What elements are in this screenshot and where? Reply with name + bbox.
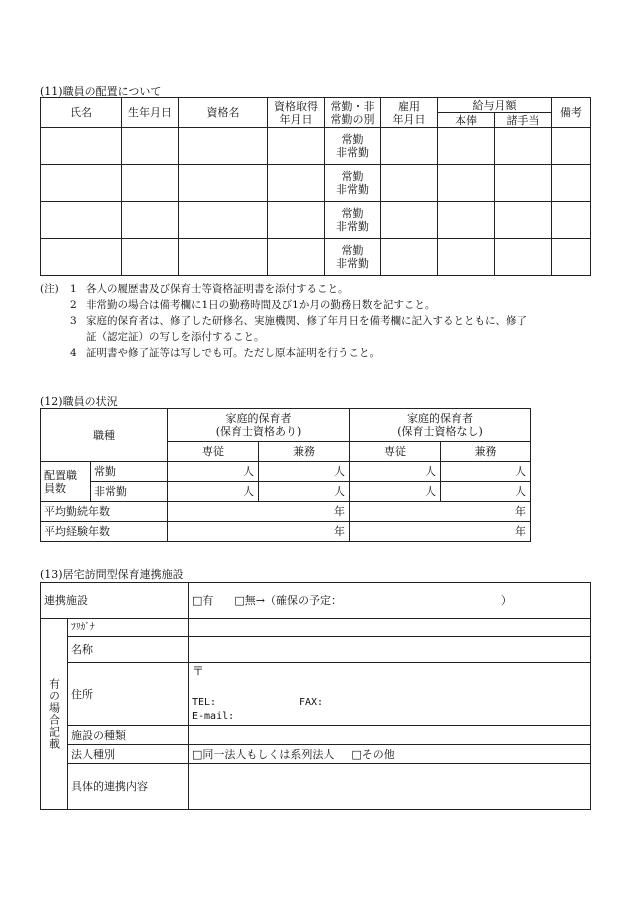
table-row [41,239,591,276]
note-text: 証（認定証）の写しを添付すること。 [86,331,265,343]
cell-parttime-concurrent-b[interactable]: 人 [441,482,531,502]
note-item [40,281,600,297]
field-facility-name[interactable] [189,637,591,663]
field-furigana[interactable] [189,619,591,637]
label-address: 住所 [68,663,189,726]
partner-facility-table [40,582,591,810]
contact-line [192,696,572,709]
cell-avg-experience-a[interactable]: 年 [168,522,350,542]
cell-name[interactable] [41,202,122,239]
option-parttime: 非常勤 [336,220,369,233]
header-fulltime-line2: 常勤の別 [330,112,375,126]
partner-options [189,583,591,619]
option-parttime: 非常勤 [336,257,369,270]
cell-fulltime-dedicated-b[interactable]: 人 [350,462,441,482]
cell-qualification[interactable] [179,165,268,202]
cell-remarks[interactable] [552,239,591,276]
section-13-title: (13)居宅訪問型保育連携施設 [40,568,184,581]
group-unqualified-line1: 家庭的保育者 [407,412,473,425]
option-fulltime: 常勤 [341,207,364,220]
cell-name[interactable] [41,128,122,165]
header-group-qualified [168,409,350,442]
label-fax: FAX: [299,697,324,708]
cell-fulltime-type[interactable] [325,202,381,239]
note-text: 非常勤の場合は備考欄に1日の勤務時間及び1か月の勤務日数を記すこと。 [86,299,436,311]
header-concurrent-a: 兼務 [259,442,350,462]
section-12-title: (12)職員の状況 [40,395,118,408]
cell-base-pay[interactable] [438,128,495,165]
cell-allowance[interactable] [495,128,552,165]
option-yes-checkbox[interactable]: □有 [192,594,214,607]
note-number: 1 [70,283,77,295]
option-fulltime: 常勤 [341,170,364,183]
notes-head: (注) [40,283,59,295]
label-corp-type: 法人種別 [68,745,189,764]
cell-birthdate[interactable] [122,128,179,165]
note-item [40,345,600,361]
cell-fulltime-type[interactable] [325,165,381,202]
cell-fulltime-type[interactable] [325,128,381,165]
cell-allowance[interactable] [495,239,552,276]
cell-parttime-dedicated-a[interactable]: 人 [168,482,259,502]
header-dedicated-b: 専従 [350,442,441,462]
field-cooperation-details[interactable] [189,764,591,810]
header-employment-date [381,98,438,128]
row-label-avg-experience: 平均経験年数 [41,522,168,542]
note-item [40,329,600,345]
cell-base-pay[interactable] [438,239,495,276]
cell-employment-date[interactable] [381,202,438,239]
label-facility-name: 名称 [68,637,189,663]
postal-mark: 〒 [192,664,205,678]
cell-parttime-concurrent-a[interactable]: 人 [259,482,350,502]
row-label-parttime: 非常勤 [91,482,168,502]
row-label-avg-service: 平均勤続年数 [41,502,168,522]
notes [40,281,600,361]
cell-fulltime-concurrent-b[interactable]: 人 [441,462,531,482]
corp-type-options [189,745,591,764]
note-text: 家庭的保育者は、修了した研修名、実施機関、修了年月日を備考欄に記入するとともに、修了 [86,315,527,327]
cell-name[interactable] [41,239,122,276]
cell-acquired-date[interactable] [268,128,325,165]
label-cooperation-details: 具体的連携内容 [68,764,189,810]
cell-birthdate[interactable] [122,202,179,239]
header-remarks: 備考 [552,98,591,128]
placement-line1: 配置職 [44,468,77,482]
cell-fulltime-concurrent-a[interactable]: 人 [259,462,350,482]
header-allowance: 諸手当 [495,113,552,128]
cell-avg-service-b[interactable]: 年 [350,502,531,522]
section-11-title: (11)職員の配置について [40,85,162,98]
header-group-unqualified [350,409,531,442]
header-qualification: 資格名 [179,98,268,128]
cell-employment-date[interactable] [381,239,438,276]
note-number: 2 [70,299,77,311]
header-acquired-date [268,98,325,128]
header-acquired-line2: 年月日 [279,112,313,126]
placement-count-label [41,462,91,502]
row-label-fulltime: 常勤 [91,462,168,482]
label-furigana: ﾌﾘｶﾞﾅ [68,619,189,637]
note-number [70,329,86,345]
header-job-type: 職種 [41,409,168,462]
group-unqualified-line2: (保育士資格なし) [397,425,483,438]
cell-fulltime-type[interactable] [325,239,381,276]
side-label-if-yes [41,619,68,810]
header-name: 氏名 [41,98,122,128]
table-row [41,165,591,202]
header-fulltime-line1: 常勤・非 [330,99,375,113]
option-other-corp-checkbox[interactable]: □その他 [351,747,395,761]
cell-remarks[interactable] [552,165,591,202]
cell-employment-date[interactable] [381,165,438,202]
cell-allowance[interactable] [495,202,552,239]
cell-parttime-dedicated-b[interactable]: 人 [350,482,441,502]
cell-acquired-date[interactable] [268,239,325,276]
cell-avg-experience-b[interactable]: 年 [350,522,531,542]
cell-base-pay[interactable] [438,165,495,202]
note-item [40,297,600,313]
note-text: 証明書や修了証等は写しでも可。ただし原本証明を行うこと。 [86,347,380,359]
option-same-corp-checkbox[interactable]: □同一法人もしくは系列法人 [192,747,335,761]
option-fulltime: 常勤 [341,133,364,146]
option-parttime: 非常勤 [336,146,369,159]
group-qualified-line2: (保育士資格あり) [215,425,302,438]
cell-employment-date[interactable] [381,128,438,165]
cell-allowance[interactable] [495,165,552,202]
header-concurrent-b: 兼務 [441,442,531,462]
side-label-text: 有の場合記載 [47,678,61,750]
label-facility-type: 施設の種類 [68,726,189,745]
label-tel: TEL: [192,697,217,708]
option-fulltime: 常勤 [341,244,364,257]
note-text: 各人の履歴書及び保育士等資格証明書を添付すること。 [86,283,349,295]
close-paren: ） [501,594,513,607]
cell-acquired-date[interactable] [268,202,325,239]
note-number: 3 [70,315,77,327]
header-dedicated-a: 専従 [168,442,259,462]
table-row [41,128,591,165]
note-item [40,313,600,329]
field-facility-type[interactable] [189,726,591,745]
placement-line2: 員数 [44,481,66,495]
header-employment-line1: 雇用 [398,99,420,113]
cell-birthdate[interactable] [122,239,179,276]
cell-remarks[interactable] [552,202,591,239]
header-base-pay: 本俸 [438,113,495,128]
header-acquired-line1: 資格取得 [274,99,318,113]
cell-name[interactable] [41,165,122,202]
cell-qualification[interactable] [179,239,268,276]
label-partner-facility: 連携施設 [41,583,189,619]
cell-fulltime-dedicated-a[interactable]: 人 [168,462,259,482]
label-email: E-mail: [192,711,235,722]
staff-placement-table [40,97,591,276]
cell-avg-service-a[interactable]: 年 [168,502,350,522]
header-salary: 給与月額 [438,98,552,113]
staff-status-table [40,408,531,542]
header-employment-line2: 年月日 [392,112,426,126]
cell-qualification[interactable] [179,202,268,239]
cell-birthdate[interactable] [122,165,179,202]
group-qualified-line1: 家庭的保育者 [225,412,292,425]
header-birthdate: 生年月日 [122,98,179,128]
cell-qualification[interactable] [179,128,268,165]
cell-acquired-date[interactable] [268,165,325,202]
cell-remarks[interactable] [552,128,591,165]
table-row [41,202,591,239]
note-number: 4 [70,347,77,359]
header-fulltime-type [325,98,381,128]
field-address[interactable] [189,663,591,726]
option-parttime: 非常勤 [336,183,369,196]
cell-base-pay[interactable] [438,202,495,239]
option-no-checkbox[interactable]: □無→（確保の予定： [234,594,343,607]
